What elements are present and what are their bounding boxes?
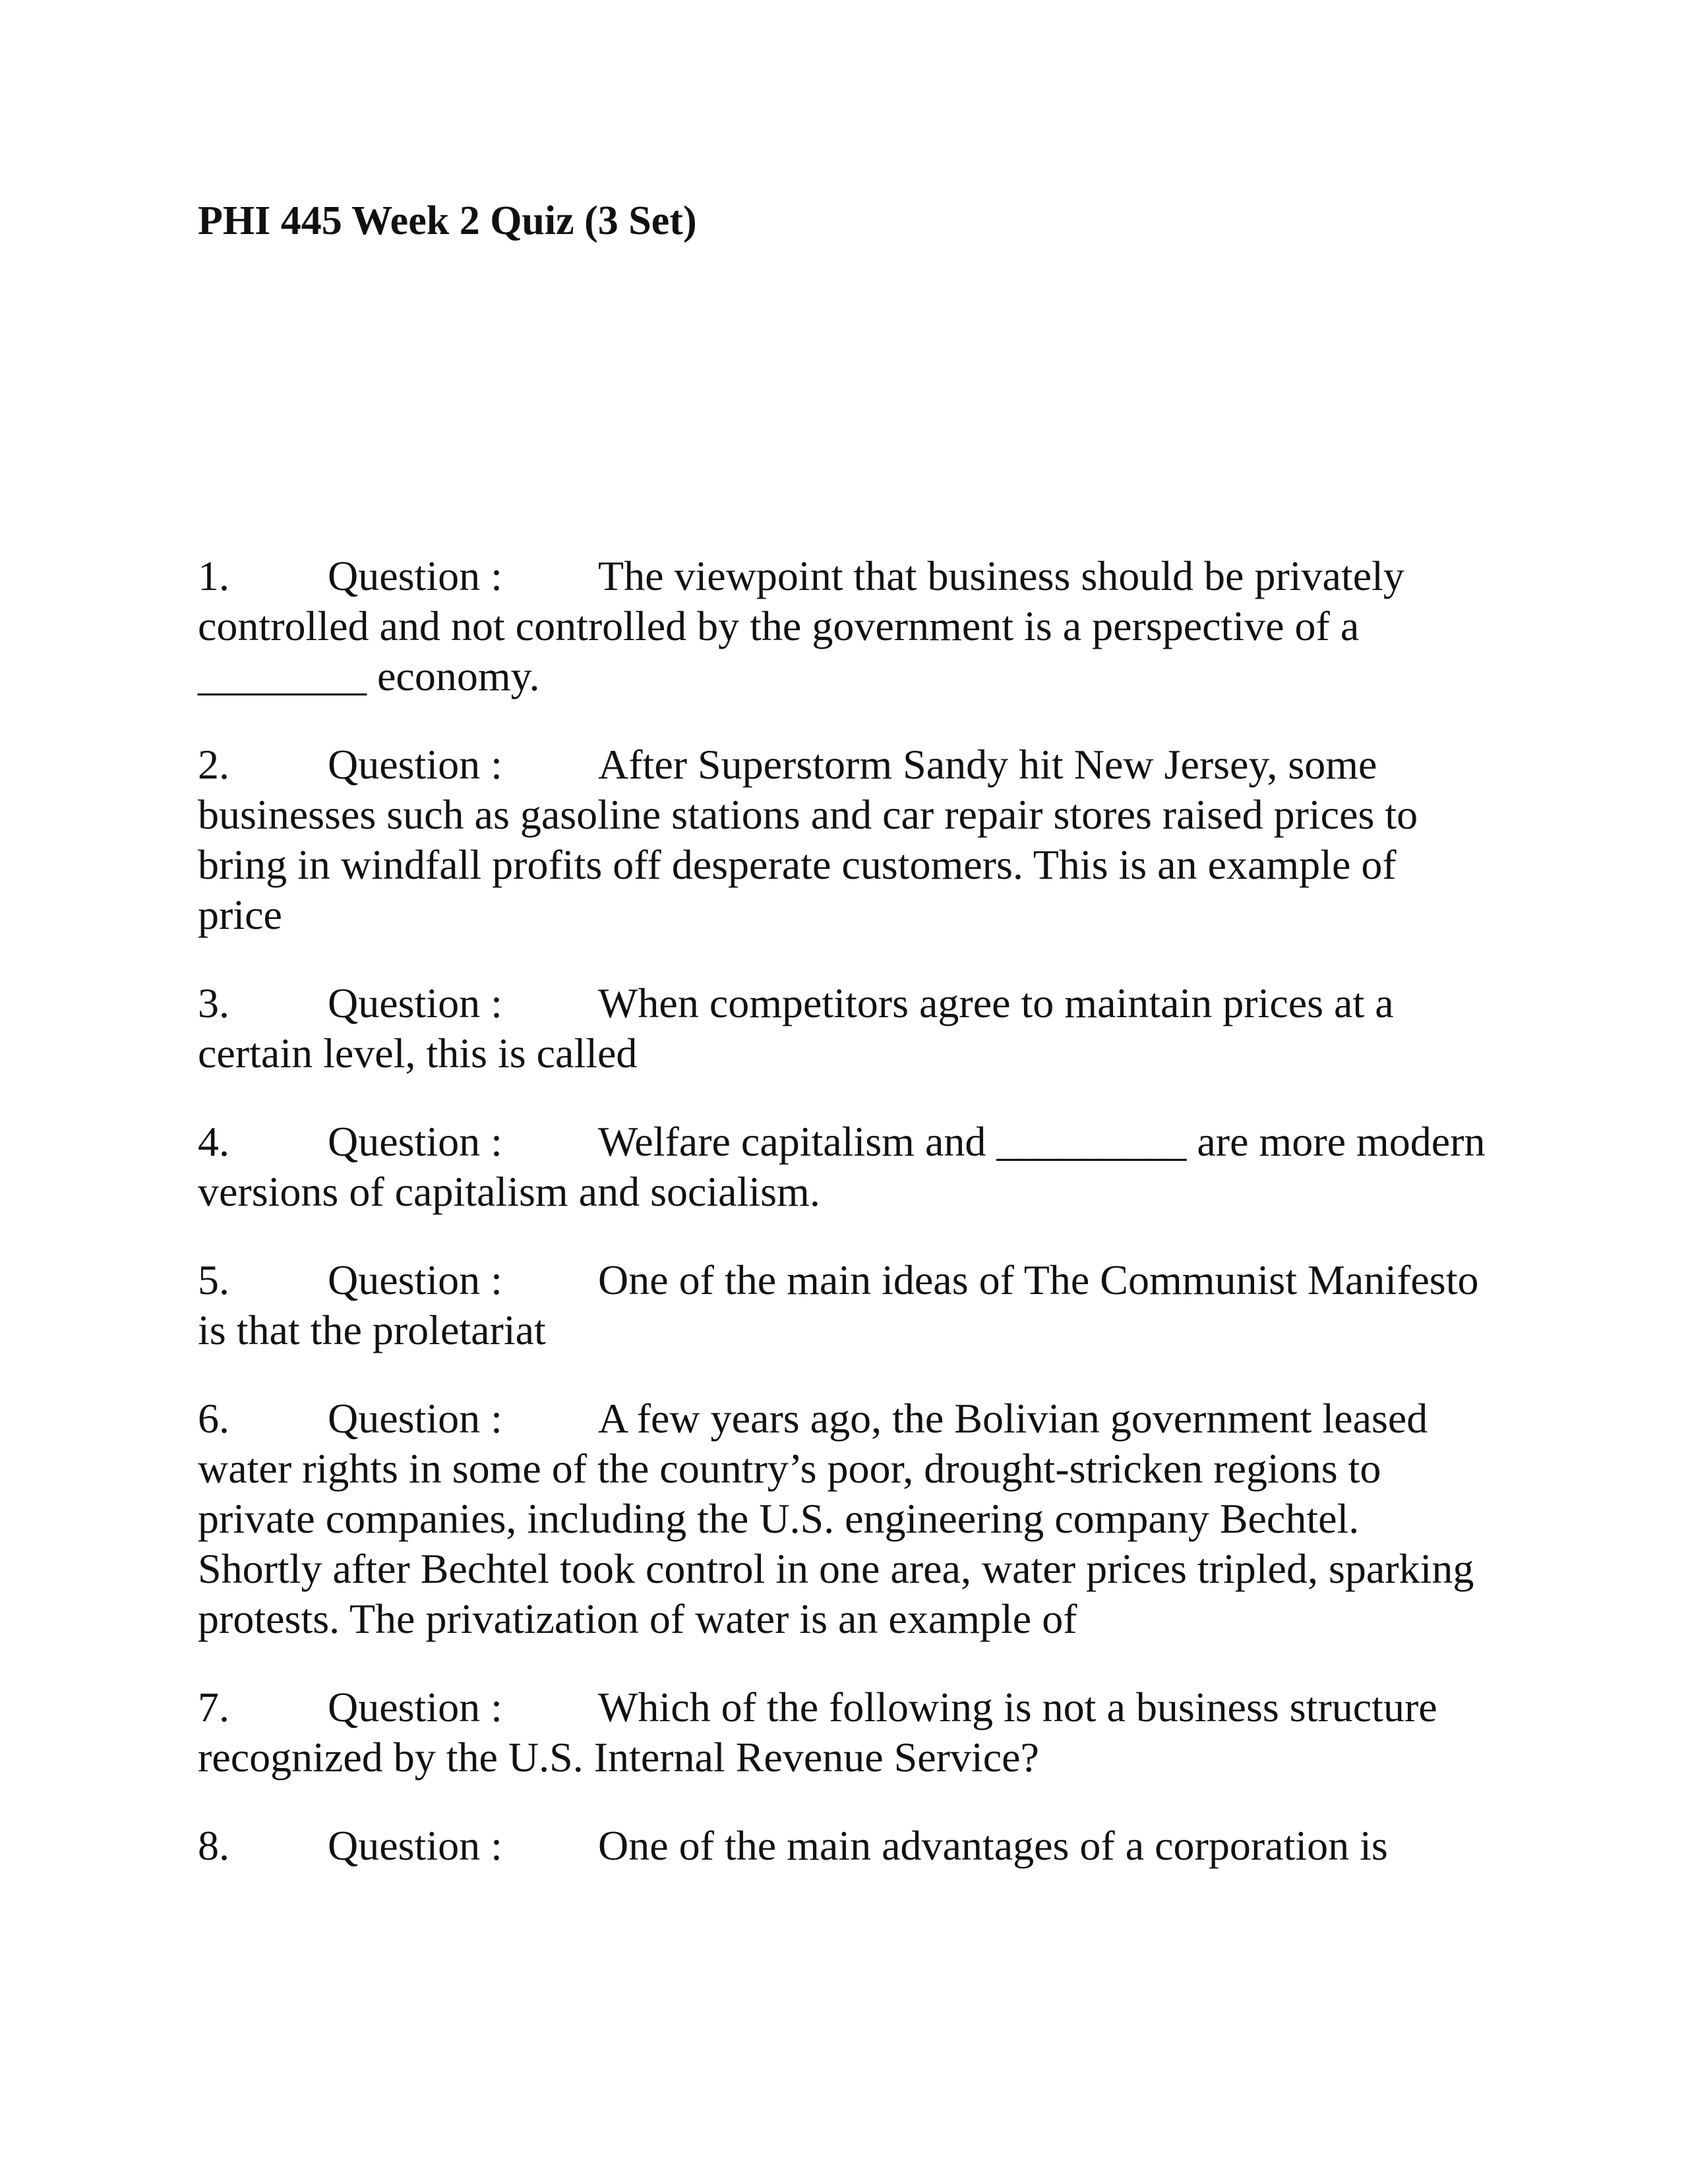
question-text: Welfare capitalism and _________ are more modern versions of capitalism and socialism. [198, 1118, 1486, 1215]
question-item-4 [198, 1117, 1490, 1217]
question-text: One of the main advantages of a corporation is [598, 1822, 1388, 1869]
question-label: Question : [328, 552, 502, 599]
question-item-2 [198, 740, 1490, 940]
question-number: 5. [198, 1256, 229, 1303]
question-item-8 [198, 1821, 1490, 1871]
question-number: 2. [198, 741, 229, 788]
question-label: Question : [328, 980, 502, 1026]
question-item-1 [198, 551, 1490, 701]
question-text: One of the main ideas of The Communist Manifesto is that the proletariat [198, 1256, 1479, 1353]
question-label: Question : [328, 741, 502, 788]
question-text: After Superstorm Sandy hit New Jersey, some businesses such as gasoline stations and car repair stores raised prices to bring in windfall profits off desperate customers. This is an example of price [198, 741, 1418, 938]
question-list [198, 551, 1490, 1909]
question-label: Question : [328, 1118, 502, 1165]
question-item-6 [198, 1394, 1490, 1644]
question-number: 4. [198, 1118, 229, 1165]
document-title: PHI 445 Week 2 Quiz (3 Set) [198, 198, 697, 243]
question-text: The viewpoint that business should be privately controlled and not controlled by the government is a perspective of a ________ economy. [198, 552, 1404, 699]
question-number: 6. [198, 1395, 229, 1442]
question-item-5 [198, 1255, 1490, 1355]
question-text: When competitors agree to maintain prices at a certain level, this is called [198, 980, 1394, 1077]
question-label: Question : [328, 1256, 502, 1303]
question-number: 7. [198, 1684, 229, 1730]
question-text: Which of the following is not a business structure recognized by the U.S. Internal Revenue Service? [198, 1684, 1437, 1781]
question-item-7 [198, 1682, 1490, 1783]
question-label: Question : [328, 1822, 502, 1869]
question-number: 3. [198, 980, 229, 1026]
question-item-3 [198, 978, 1490, 1078]
question-number: 8. [198, 1822, 229, 1869]
question-label: Question : [328, 1684, 502, 1730]
question-label: Question : [328, 1395, 502, 1442]
question-number: 1. [198, 552, 229, 599]
question-text: A few years ago, the Bolivian government leased water rights in some of the country’s poor, drought-stricken regions to private companies, including the U.S. engineering company Bechtel. Shortly after Bechtel took control in one area, water prices tripled, sparking protests. The privatization of water is an example of [198, 1395, 1474, 1642]
